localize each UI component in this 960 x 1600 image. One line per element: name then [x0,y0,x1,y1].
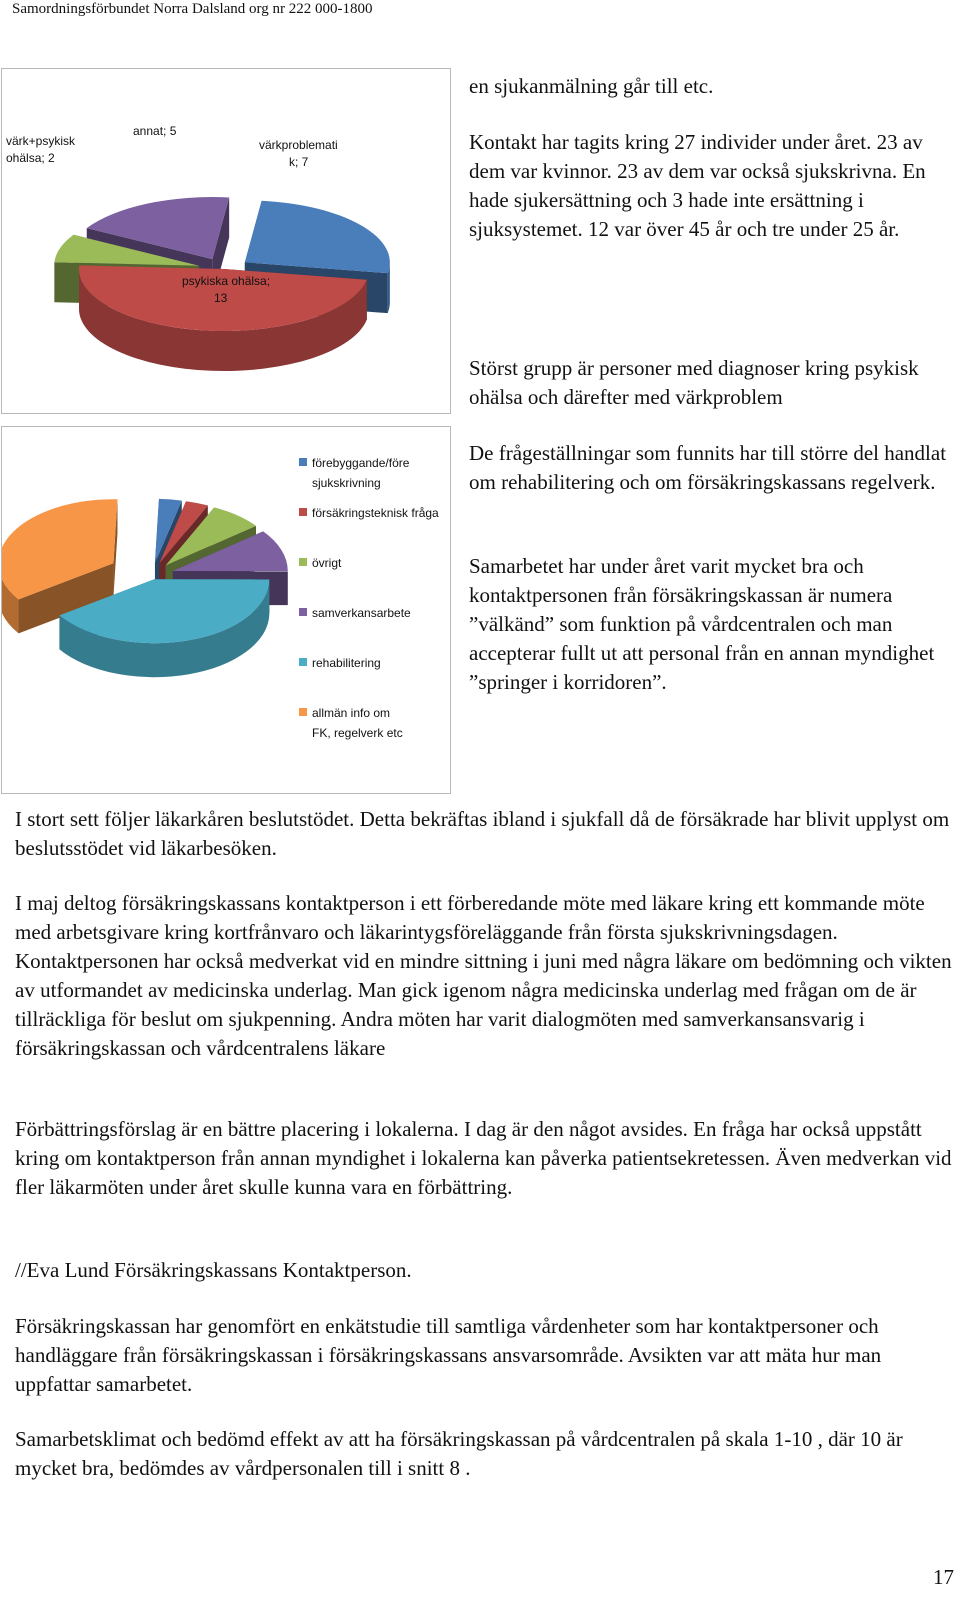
paragraph-questions: De frågeställningar som funnits har till större del handlat om rehabilitering och om försäkringskassans regelverk. [469,441,947,494]
legend-label-ovrigt: övrigt [312,556,342,570]
body-block-3 [15,1115,960,1202]
slice-label-annat: annat; 5 [133,124,177,138]
legend-swatch-ovrigt [299,558,307,566]
right-text-block-2 [469,128,954,244]
paragraph-survey: Försäkringskassan har genomfört en enkätstudie till samtliga vårdenheter som har kontaktpersoner och handläggare från försäkringskassan i försäkringskassans ansvarsområde. Avsikten var att mäta hur man uppfattar samarbetet. [15,1314,882,1396]
body-block-6 [15,1425,960,1483]
pie-slice-varkproblematik [245,201,390,273]
slice-label-vark-psykisk-ohalsa: värk+psykisk ohälsa; 2 [6,134,76,165]
paragraph-meetings: I maj deltog försäkringskassans kontaktperson i ett förberedande möte med läkare kring ett kommande möte med arbetsgivare kring kortfrånvaro och läkarintygsföreläggande från första sjukskrivningsdagen. Kontaktpersonen har också medverkat vid en mindre sittning i juni med några läkare om bedömning och vikten av utformandet av medicinska underlag. Man gick igenom några medicinska underlag med frågan om de är tillräckliga för beslut om sjukpenning. Andra möten har varit dialogmöten med samverkansansvarig i försäkringskassan och vårdcentralens läkare [15,891,952,1060]
body-block-1 [15,805,960,863]
right-text-block-4 [469,439,954,497]
question-topics-pie-svg [2,427,452,795]
legend-label-allman-info-om-fk-regelverk-etc: allmän info om FK, regelverk etc [312,706,403,740]
right-text-block-5 [469,552,954,697]
signature-line: //Eva Lund Försäkringskassans Kontaktperson. [15,1258,412,1282]
page-header: Samordningsförbundet Norra Dalsland org nr 222 000-1800 [12,1,373,17]
legend-swatch-allman-info-om-fk-regelverk-etc [299,708,307,716]
legend-label-forebyggande-fore-sjukskrivning: förebyggande/före sjukskrivning [312,456,410,490]
paragraph-cooperation: Samarbetet har under året varit mycket bra och kontaktpersonen från försäkringskassan är numera ”välkänd” som funktion på vårdcentralen och man accepterar fullt ut att personal från en annan myndighet ”springer i korridoren”. [469,554,935,694]
body-block-5 [15,1312,960,1399]
legend-label-rehabilitering: rehabilitering [312,656,381,670]
paragraph-sick-report: en sjukanmälning går till etc. [469,74,714,98]
body-block-4 [15,1256,960,1285]
body-block-2 [15,889,960,1063]
diagnosis-pie-svg [2,69,452,415]
paragraph-rating: Samarbetsklimat och bedömd effekt av att ha försäkringskassan på vårdcentralen på skala 1-10 , där 10 är mycket bra, bedömdes av vårdpersonalen till i snitt 8 . [15,1427,903,1480]
question-topics-pie-chart [1,426,451,794]
paragraph-contacts: Kontakt har tagits kring 27 individer under året. 23 av dem var kvinnor. 23 av dem var också sjukskrivna. En hade sjukersättning och 3 hade inte ersättning i sjuksystemet. 12 var över 45 år och tre under 25 år. [469,130,926,241]
legend-swatch-forsakringsteknisk-fraga [299,508,307,516]
page-number: 17 [933,1565,954,1589]
slice-label-varkproblematik: värkproblemati k; 7 [259,138,338,169]
legend-label-forsakringsteknisk-fraga: försäkringsteknisk fråga [312,506,439,520]
paragraph-largest-group: Störst grupp är personer med diagnoser kring psykisk ohälsa och därefter med värkproblem [469,356,919,409]
legend-swatch-rehabilitering [299,658,307,666]
legend-swatch-samverkansarbete [299,608,307,616]
diagnosis-pie-chart [1,68,451,414]
legend-label-samverkansarbete: samverkansarbete [312,606,411,620]
paragraph-decision-support: I stort sett följer läkarkåren beslutstödet. Detta bekräftas ibland i sjukfall då de försäkrade har blivit upplyst om beslutsstödet vid läkarbesöken. [15,807,950,860]
legend-swatch-forebyggande-fore-sjukskrivning [299,458,307,466]
right-text-block-3 [469,354,954,412]
paragraph-improvements: Förbättringsförslag är en bättre placering i lokalerna. I dag är den något avsides. En fråga har också uppstått kring om kontaktperson från annan myndighet i lokalerna kan påverka patientsekretessen. Även medverkan vid fler läkarmöten under året skulle kunna vara en förbättring. [15,1117,952,1199]
right-text-block-1 [469,72,954,101]
slice-label-psykiska-ohalsa: psykiska ohälsa; 13 [182,274,271,305]
